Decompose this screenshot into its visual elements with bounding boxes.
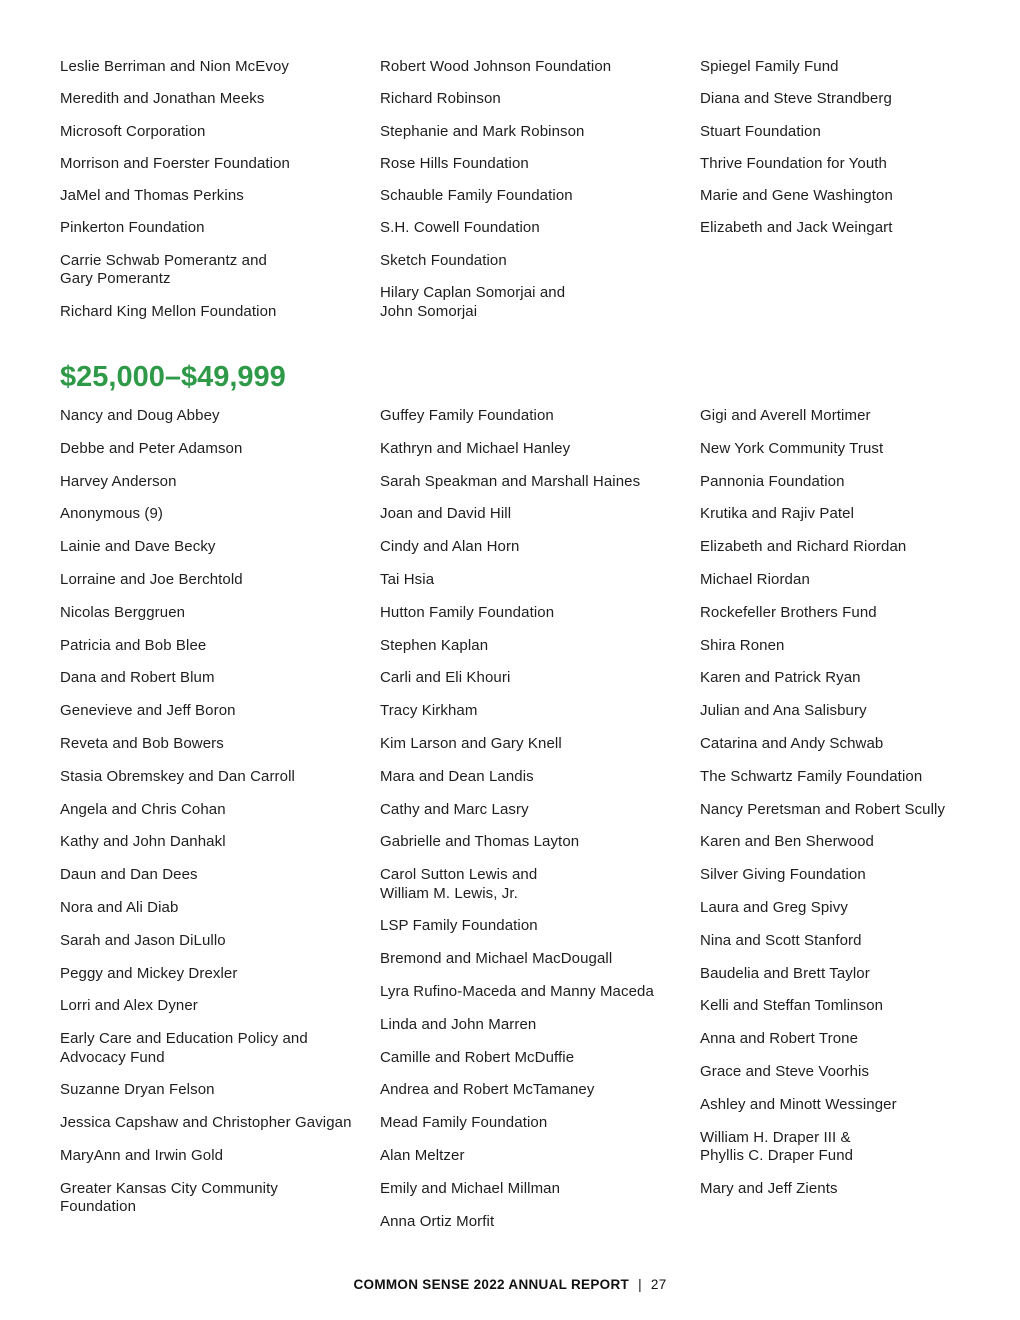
- donor-name: Emily and Michael Millman: [380, 1179, 561, 1197]
- donor-name: Sketch Foundation: [380, 251, 507, 269]
- donor-column-2: [380, 58, 680, 335]
- donor-name: Lainie and Dave Becky: [60, 538, 216, 556]
- donor-name: LSP Family Foundation: [380, 917, 538, 935]
- donor-name: Leslie Berriman and Nion McEvoy: [60, 58, 290, 75]
- report-title: COMMON SENSE 2022 ANNUAL REPORT: [353, 1277, 630, 1292]
- donor-name: Nora and Ali Diab: [60, 898, 179, 916]
- donor-name: Lorraine and Joe Berchtold: [60, 570, 243, 588]
- donor-name: Gigi and Averell Mortimer: [700, 407, 871, 424]
- donor-name: Gabrielle and Thomas Layton: [380, 833, 580, 851]
- donor-name: Robert Wood Johnson Foundation: [380, 58, 612, 75]
- donor-name: Elizabeth and Jack Weingart: [700, 219, 893, 237]
- donor-name: Cindy and Alan Horn: [380, 538, 520, 556]
- donor-name: Sarah and Jason DiLullo: [60, 931, 226, 949]
- donor-name: Schauble Family Foundation: [380, 187, 573, 205]
- donor-name: Nancy and Doug Abbey: [60, 407, 220, 424]
- donor-name: Linda and John Marren: [380, 1015, 537, 1033]
- donor-name: Dana and Robert Blum: [60, 669, 215, 687]
- page-number: 27: [650, 1277, 667, 1292]
- donor-name: Mead Family Foundation: [380, 1114, 548, 1132]
- donor-name: S.H. Cowell Foundation: [380, 219, 540, 237]
- donor-name: Karen and Patrick Ryan: [700, 669, 861, 687]
- donor-name: Mary and Jeff Zients: [700, 1179, 838, 1197]
- donor-name: Alan Meltzer: [380, 1147, 465, 1165]
- page-footer: [0, 1276, 1020, 1294]
- donor-name: Debbe and Peter Adamson: [60, 439, 243, 457]
- donor-name: Shira Ronen: [700, 636, 785, 654]
- donor-name: Early Care and Education Policy and Advocacy Fund: [60, 1030, 308, 1066]
- donor-name: Carli and Eli Khouri: [380, 669, 511, 687]
- tier-column-1: [60, 407, 360, 1231]
- donor-name: Grace and Steve Voorhis: [700, 1062, 870, 1080]
- donor-name: Nicolas Berggruen: [60, 603, 186, 621]
- donor-name: Anna Ortiz Morfit: [380, 1212, 495, 1230]
- donor-name: Elizabeth and Richard Riordan: [700, 538, 907, 556]
- donor-name: The Schwartz Family Foundation: [700, 767, 923, 785]
- donor-name: Nancy Peretsman and Robert Scully: [700, 800, 946, 818]
- donor-name: Spiegel Family Fund: [700, 58, 839, 75]
- donor-name: Rockefeller Brothers Fund: [700, 603, 877, 621]
- donor-name: Guffey Family Foundation: [380, 407, 554, 424]
- donor-name: Tracy Kirkham: [380, 702, 478, 720]
- tier-column-3: [700, 407, 1000, 1213]
- donor-name: Carol Sutton Lewis and William M. Lewis, Jr.: [380, 866, 538, 902]
- donor-name: Krutika and Rajiv Patel: [700, 505, 855, 523]
- donor-name: New York Community Trust: [700, 439, 884, 457]
- donor-name: Rose Hills Foundation: [380, 154, 529, 172]
- donor-name: Reveta and Bob Bowers: [60, 734, 224, 752]
- footer-separator: |: [638, 1277, 642, 1292]
- donor-name: Patricia and Bob Blee: [60, 636, 207, 654]
- donor-name: Hilary Caplan Somorjai and John Somorjai: [380, 284, 566, 320]
- donor-name: Nina and Scott Stanford: [700, 931, 862, 949]
- donor-name: Anna and Robert Trone: [700, 1030, 859, 1048]
- donor-name: Lorri and Alex Dyner: [60, 997, 198, 1015]
- donor-name: Stephanie and Mark Robinson: [380, 122, 585, 140]
- donor-name: Karen and Ben Sherwood: [700, 833, 874, 851]
- donor-name: Silver Giving Foundation: [700, 866, 866, 884]
- donor-name: Jessica Capshaw and Christopher Gavigan: [60, 1114, 352, 1132]
- donor-name: Cathy and Marc Lasry: [380, 800, 529, 818]
- donor-name: Angela and Chris Cohan: [60, 800, 226, 818]
- donor-name: Sarah Speakman and Marshall Haines: [380, 472, 641, 490]
- donor-name: Kelli and Steffan Tomlinson: [700, 997, 884, 1015]
- donor-name: Peggy and Mickey Drexler: [60, 964, 238, 982]
- donor-name: Suzanne Dryan Felson: [60, 1081, 215, 1099]
- donor-name: Julian and Ana Salisbury: [700, 702, 867, 720]
- donor-name: Marie and Gene Washington: [700, 187, 893, 205]
- donor-name: Meredith and Jonathan Meeks: [60, 90, 265, 108]
- donor-name: Richard Robinson: [380, 90, 501, 108]
- tier-heading: $25,000–$49,999: [60, 361, 286, 393]
- donor-name: Thrive Foundation for Youth: [700, 154, 887, 172]
- donor-name: Baudelia and Brett Taylor: [700, 964, 870, 982]
- donor-name: Microsoft Corporation: [60, 122, 206, 140]
- donor-name: Pinkerton Foundation: [60, 219, 205, 237]
- donor-name: Kathy and John Danhakl: [60, 833, 226, 851]
- donor-name: Catarina and Andy Schwab: [700, 734, 884, 752]
- donor-name: Andrea and Robert McTamaney: [380, 1081, 595, 1099]
- donor-name: Daun and Dan Dees: [60, 866, 198, 884]
- donor-name: Lyra Rufino-Maceda and Manny Maceda: [380, 983, 654, 1001]
- donor-name: Hutton Family Foundation: [380, 603, 555, 621]
- donor-name: Ashley and Minott Wessinger: [700, 1095, 897, 1113]
- donor-name: Stuart Foundation: [700, 122, 821, 140]
- donor-name: Diana and Steve Strandberg: [700, 90, 892, 108]
- donor-name: Richard King Mellon Foundation: [60, 302, 277, 320]
- donor-name: William H. Draper III & Phyllis C. Draper Fund: [700, 1128, 854, 1165]
- donor-name: Tai Hsia: [380, 570, 435, 588]
- donor-name: Greater Kansas City Community Foundation: [60, 1179, 278, 1216]
- donor-name: Kim Larson and Gary Knell: [380, 734, 562, 752]
- donor-name: Anonymous (9): [60, 505, 164, 523]
- donor-column-1: [60, 58, 360, 335]
- donor-name: Pannonia Foundation: [700, 472, 845, 490]
- donor-name: Laura and Greg Spivy: [700, 898, 848, 916]
- tier-column-2: [380, 407, 680, 1245]
- donor-name: Stephen Kaplan: [380, 636, 489, 654]
- donor-column-3: [700, 58, 1000, 252]
- donor-name: Kathryn and Michael Hanley: [380, 439, 571, 457]
- donor-name: Harvey Anderson: [60, 472, 177, 490]
- donor-name: Camille and Robert McDuffie: [380, 1048, 575, 1066]
- donor-name: Bremond and Michael MacDougall: [380, 950, 613, 968]
- donor-name: Michael Riordan: [700, 570, 810, 588]
- donor-name: Stasia Obremskey and Dan Carroll: [60, 767, 295, 785]
- donor-name: JaMel and Thomas Perkins: [60, 187, 244, 205]
- donor-name: Mara and Dean Landis: [380, 767, 534, 785]
- donor-name: Carrie Schwab Pomerantz and Gary Pomerantz: [60, 251, 267, 288]
- donor-name: MaryAnn and Irwin Gold: [60, 1147, 224, 1165]
- donor-name: Genevieve and Jeff Boron: [60, 702, 236, 720]
- donor-name: Joan and David Hill: [380, 505, 512, 523]
- donor-name: Morrison and Foerster Foundation: [60, 154, 290, 172]
